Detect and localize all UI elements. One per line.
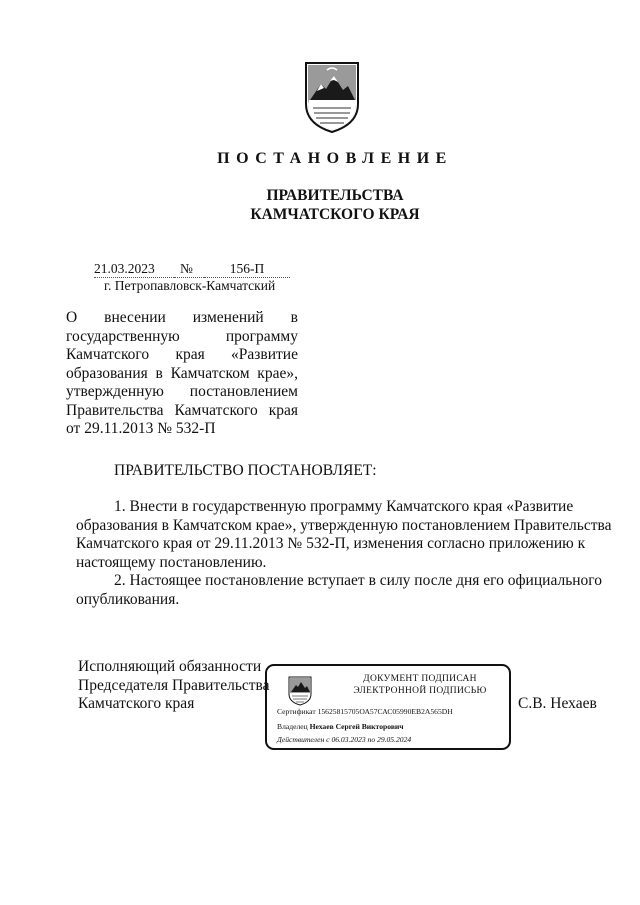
number-sign: № (174, 261, 204, 278)
document-body (76, 498, 612, 609)
title-line: утвержденную постановлением (66, 383, 298, 400)
document-type-heading: ПОСТАНОВЛЕНИЕ (217, 150, 453, 167)
issuer-line-1: ПРАВИТЕЛЬСТВА (266, 187, 404, 204)
document-title (66, 309, 298, 439)
signatory-title (78, 658, 270, 714)
document-number: 156-П (204, 261, 290, 278)
paragraph-1-line: настоящему постановлению. (76, 553, 267, 571)
title-line: образования в Камчатском крае», (66, 364, 298, 382)
document-date: 21.03.2023 (94, 261, 174, 278)
date-number-line (94, 261, 290, 278)
paragraph-1-line: Камчатского края от 29.11.2013 № 532-П, изменения согласно приложению к (76, 535, 586, 552)
stamp-validity (277, 735, 411, 744)
paragraph-2-line: 2. Настоящее постановление вступает в силу после дня его официального (114, 572, 603, 589)
valid-to: 29.05.2024 (377, 735, 412, 744)
validity-label: Действителен (277, 735, 325, 744)
signatory-name: С.В. Нехаев (518, 695, 597, 712)
signatory-title-line-2: Председателя Правительства (78, 676, 270, 694)
stamp-owner (277, 722, 404, 731)
issuer-heading (0, 186, 640, 224)
certificate-label: Сертификат (277, 707, 316, 716)
kamchatka-emblem-icon (303, 60, 361, 134)
valid-from-label: с (326, 735, 330, 744)
owner-value: Нехаев Сергей Викторович (309, 722, 404, 731)
valid-from: 06.03.2023 (331, 735, 366, 744)
stamp-heading (335, 673, 505, 697)
stamp-emblem-icon (288, 676, 312, 706)
title-line: Правительства Камчатского края (66, 401, 298, 419)
title-line: О внесении изменений в (66, 309, 298, 326)
paragraph-1-line: 1. Внести в государственную программу Камчатского края «Развитие (114, 498, 574, 515)
owner-label: Владелец (277, 722, 308, 731)
title-line: государственную программу (66, 327, 298, 345)
document-city: г. Петропавловск-Камчатский (104, 278, 276, 293)
stamp-heading-line-1: ДОКУМЕНТ ПОДПИСАН (363, 674, 477, 684)
resolves-heading: ПРАВИТЕЛЬСТВО ПОСТАНОВЛЯЕТ: (114, 462, 377, 479)
title-line: Камчатского края «Развитие (66, 346, 298, 363)
issuer-line-2: КАМЧАТСКОГО КРАЯ (250, 206, 420, 223)
stamp-certificate (277, 707, 453, 716)
electronic-signature-stamp (265, 664, 511, 750)
title-line: от 29.11.2013 № 532-П (66, 420, 216, 437)
paragraph-1-line: образования в Камчатском крае», утвержденную постановлением Правительства (76, 516, 612, 534)
stamp-heading-line-2: ЭЛЕКТРОННОЙ ПОДПИСЬЮ (353, 686, 487, 696)
certificate-value: 15625815705ОА57САС05990ЕВ2А565DH (317, 707, 453, 716)
signatory-title-line-3: Камчатского края (78, 695, 195, 712)
paragraph-2-line: опубликования. (76, 590, 180, 608)
signatory-title-line-1: Исполняющий обязанности (78, 658, 262, 675)
valid-to-label: по (367, 735, 376, 744)
